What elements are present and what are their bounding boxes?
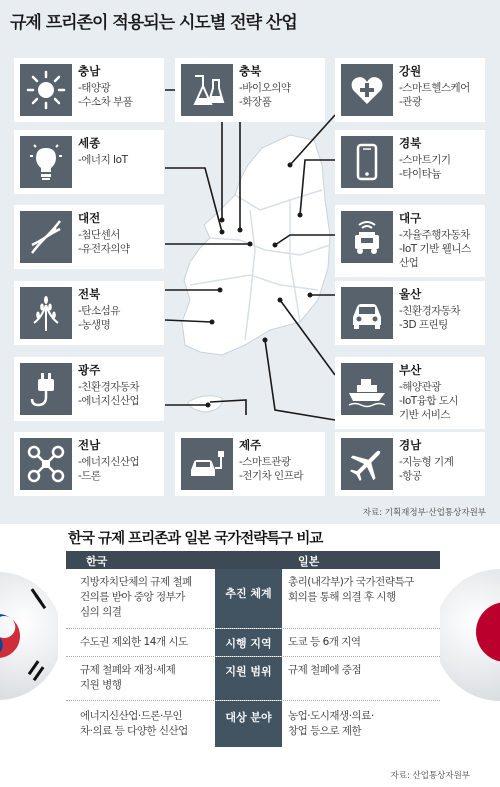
heart-plus-icon [341,64,393,116]
korea-cell: 에너지신산업·드론·무인 차·의료 등 다양한 신산업 [80,710,188,737]
industry-item: -항공 [399,470,422,482]
region-name: 충남 [78,64,101,78]
industry-item: -타이타늄 [399,168,441,180]
region-card-daejeon [14,205,164,269]
lightbulb-icon [20,136,72,188]
region-name: 충북 [239,64,262,78]
industry-item: -친환경자동차 [78,381,140,393]
industry-item: -에너지신산업 [78,456,140,468]
page-title: 규제 프리존이 적용되는 시도별 전략 산업 [10,13,297,33]
region-name: 제주 [239,438,262,452]
industry-item: 기반 서비스 [399,409,451,421]
jeju-island [188,396,222,412]
source-note: 자료: 기획재정부·산업통상자원부 [362,508,486,518]
region-card-sejong [14,130,164,194]
japan-cell: 도쿄 등 6개 지역 [288,636,361,648]
smartphone-icon [341,136,393,188]
region-name: 강원 [399,64,422,78]
header-korea: 한국 [86,555,108,568]
japan-cell: 총리(내각부)가 국가전략특구 회의를 통해 의결 후 시행 [288,576,414,603]
industry-item: -자율주행자동차 [399,229,470,241]
industry-item: -전기차 인프라 [239,470,303,482]
row-label: 대상 분야 [225,711,272,724]
industry-item: 산업 [399,257,419,269]
industry-item: -스마트관광 [239,456,291,468]
header-japan: 일본 [298,555,320,568]
car-icon [341,287,393,339]
industry-item: -탄소섬유 [78,305,120,317]
industry-item: -3D 프린팅 [399,319,448,331]
region-card-gyeongnam [335,432,485,496]
industry-item: -스마트기기 [399,154,451,166]
table-row [66,701,440,747]
region-card-jeonnam [14,432,164,496]
table-row [66,629,440,657]
source-note-2: 자료: 산업통상자원부 [390,771,470,781]
industry-item: -바이오의약 [239,82,291,94]
japan-cell: 농업·도시재생·의료· 창업 등으로 제한 [288,710,374,737]
region-card-busan [335,357,485,429]
industry-item: -IoT 기반 웰니스 [399,243,471,255]
ship-icon [341,363,393,415]
industry-item: -유전자의약 [78,243,130,255]
industry-item: -태양광 [78,82,111,94]
region-card-gyeongbuk [335,130,485,194]
industry-item: -에너지 IoT [78,154,128,166]
industry-item: -친환경자동차 [399,305,461,317]
region-name: 대전 [78,211,101,225]
row-label: 추진 체계 [225,587,272,600]
flask-icon [181,64,233,116]
region-card-jeonbuk [14,281,164,345]
industry-item: -관광 [399,96,422,108]
table-header [66,551,440,569]
region-name: 대구 [399,211,422,225]
region-card-ulsan [335,281,485,345]
region-card-chungnam [14,58,164,122]
region-name: 전남 [78,438,101,452]
sun-icon [20,64,72,116]
korea-flag [0,566,58,706]
table-row [66,657,440,701]
industry-item: -수소차 부품 [78,96,133,108]
row-label: 시행 지역 [225,637,272,650]
industry-item: -첨단센서 [78,229,120,241]
region-name: 울산 [399,287,422,301]
region-card-jeju [175,432,325,496]
drone-icon [20,438,72,490]
comparison-title: 한국 규제 프리존과 일본 국가전략특구 비교 [68,531,323,547]
region-name: 광주 [78,363,101,377]
electric-car-icon [181,438,233,490]
region-name: 세종 [78,136,101,150]
region-card-gwangju [14,357,164,421]
autonomous-car-icon [341,211,393,263]
region-name: 전북 [78,287,101,301]
industry-item: -드론 [78,470,101,482]
japan-flag [436,560,500,710]
row-label: 지원 범위 [225,665,272,678]
table-row [66,569,440,629]
industry-item: -농생명 [78,319,111,331]
industry-item: -IoT융합 도시 [399,395,459,407]
industry-item: -화장품 [239,96,272,108]
region-card-gangwon [335,58,485,122]
korea-cell: 지방자치단체의 규제 철폐 건의를 받아 중앙 정부가 심의 의결 [80,576,192,618]
comparison-table [66,551,440,747]
airplane-icon [341,438,393,490]
dna-icon [20,211,72,263]
korea-cell: 수도권 제외한 14개 시도 [80,636,188,648]
industry-item: -해양관광 [399,381,441,393]
region-name: 부산 [399,363,422,377]
region-name: 경북 [399,136,422,150]
region-card-chungbuk [175,58,325,122]
industry-item: -스마트헬스케어 [399,82,470,94]
plug-icon [20,363,72,415]
region-card-daegu [335,205,485,277]
japan-cell: 규제 철폐에 중점 [288,664,362,676]
industry-item: -지능형 기계 [399,456,454,468]
region-name: 경남 [399,438,422,452]
industry-item: -에너지신산업 [78,395,140,407]
korea-cell: 규제 철폐와 재정·세제 지원 병행 [80,664,176,691]
wheat-icon [20,287,72,339]
